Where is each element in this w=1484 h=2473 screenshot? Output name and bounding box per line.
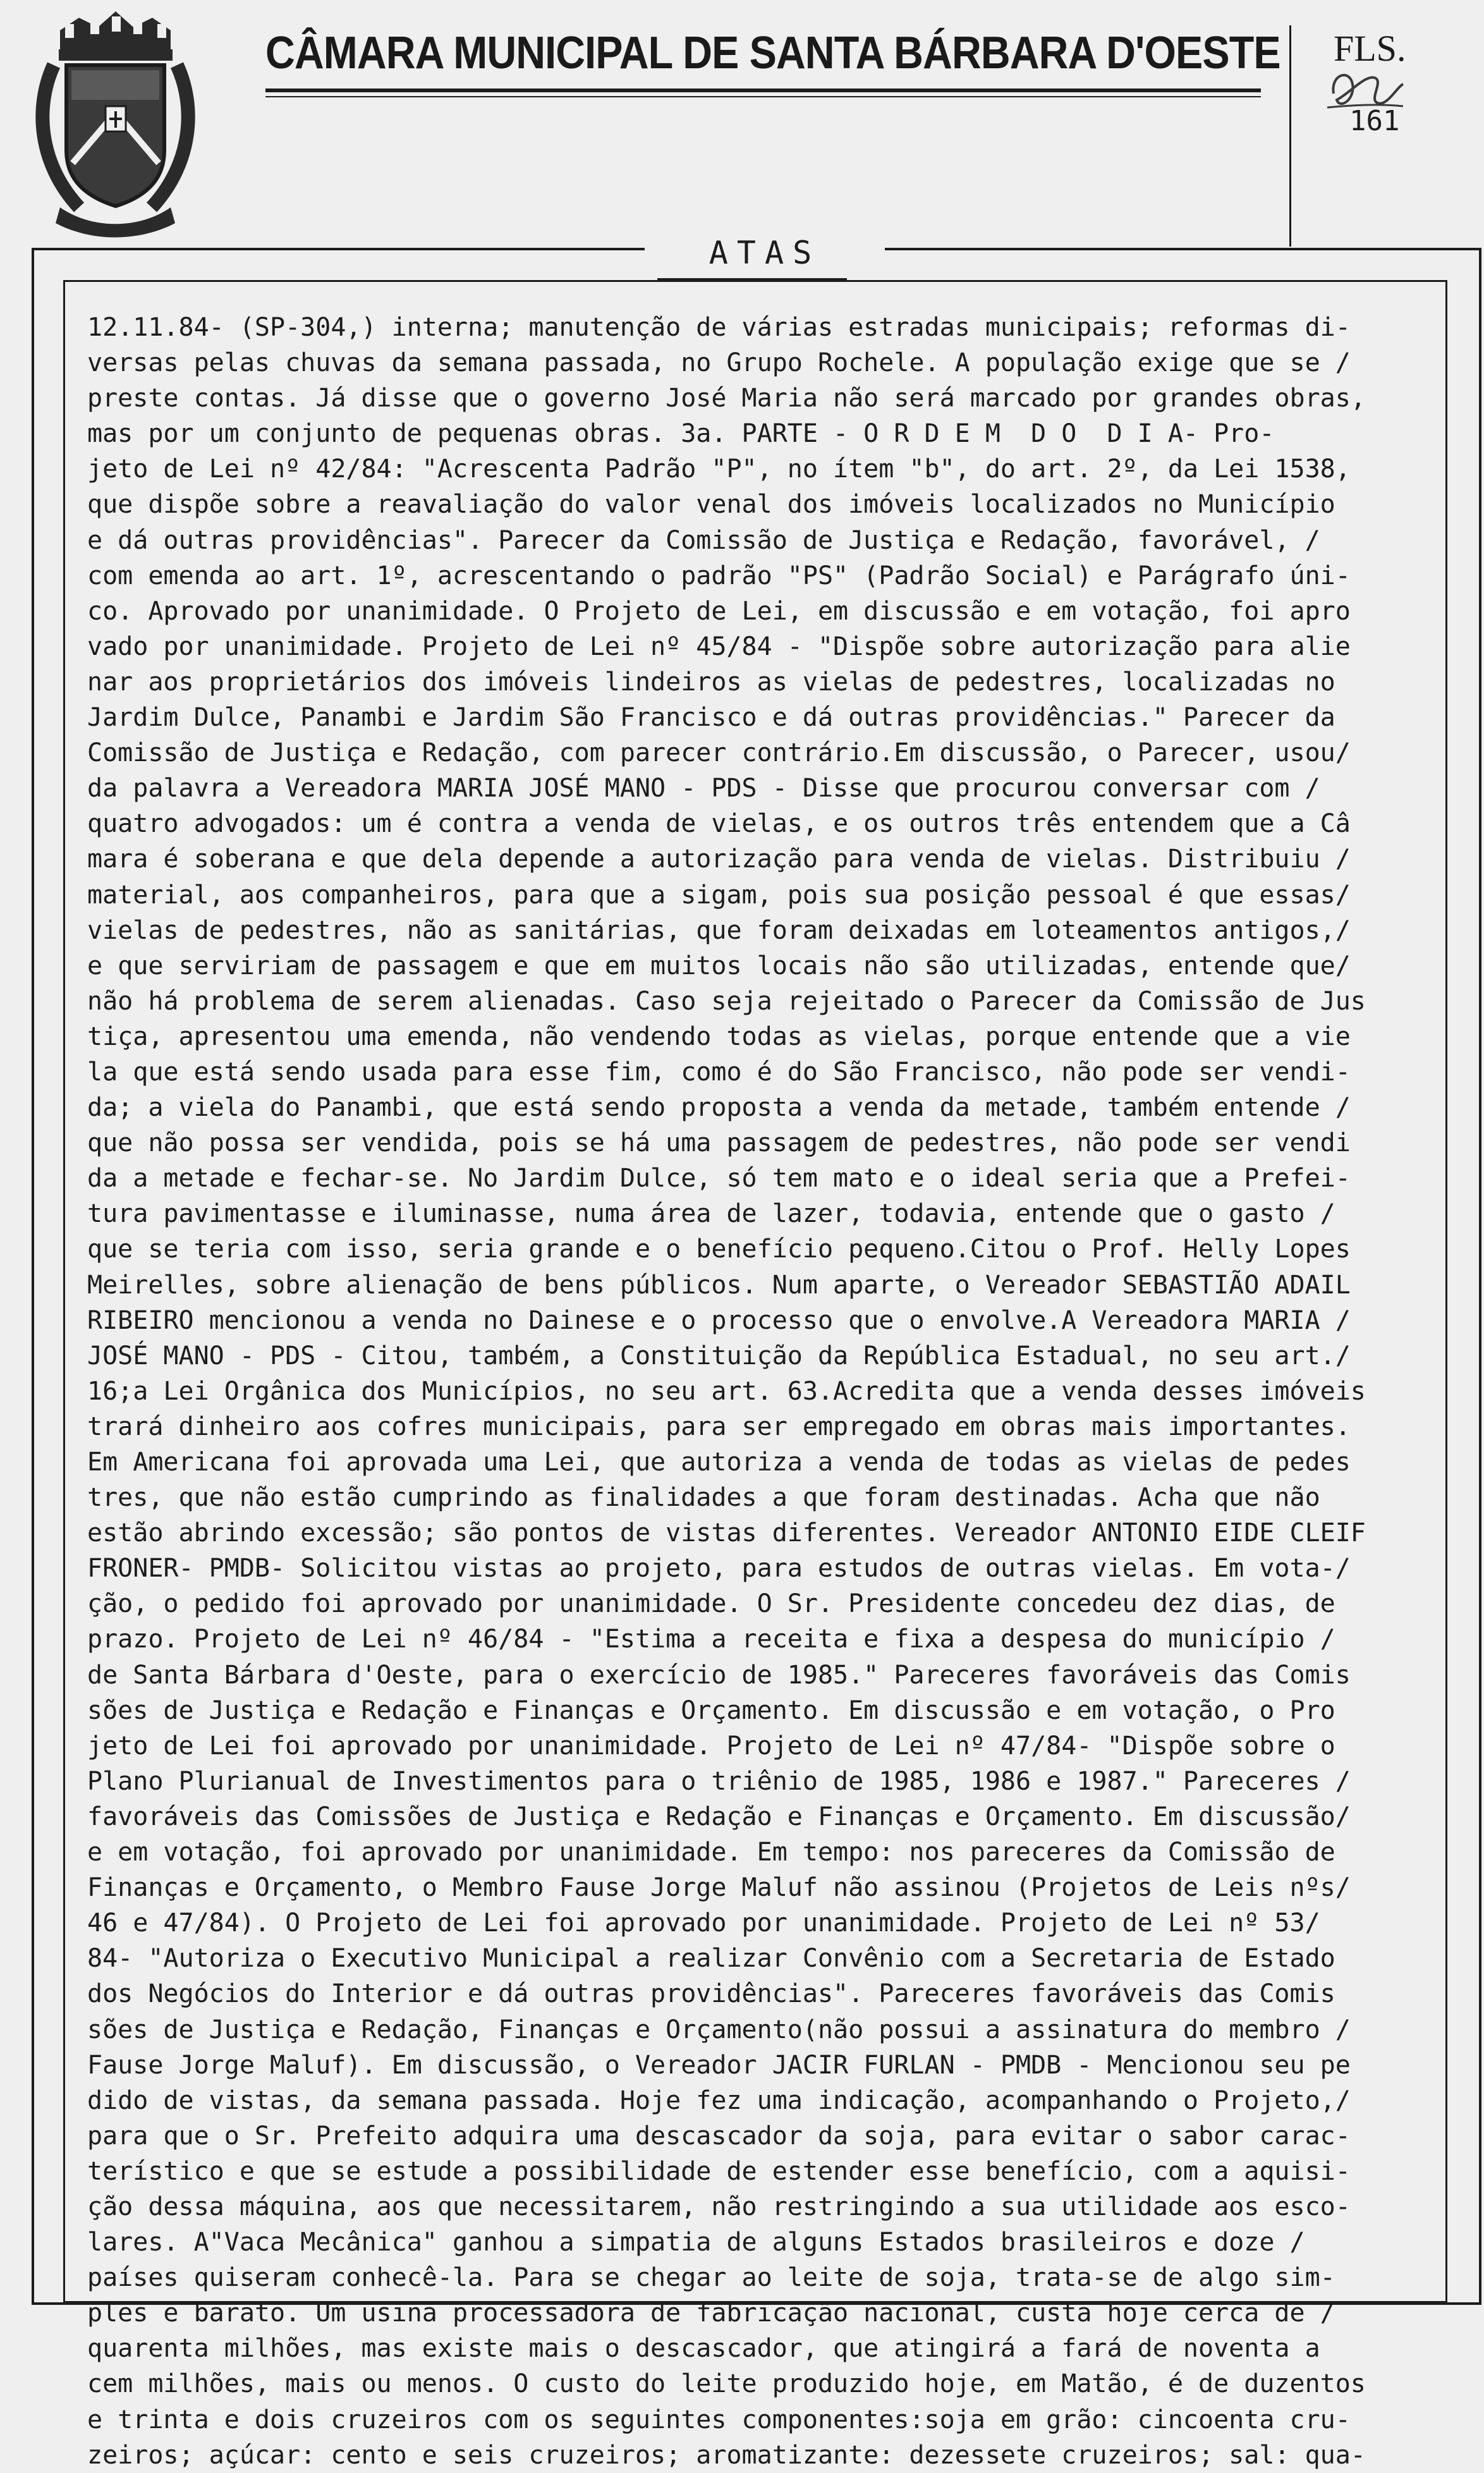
minutes-line: prazo. Projeto de Lei nº 46/84 - "Estima a receita e fixa a despesa do município / bbox=[87, 1625, 1335, 1654]
minutes-line: JOSÉ MANO - PDS - Citou, também, a Constituição da República Estadual, no seu art./ bbox=[87, 1341, 1351, 1371]
minutes-line: e dá outras providências". Parecer da Comissão de Justiça e Redação, favorável, / bbox=[87, 525, 1320, 555]
minutes-line: Meirelles, sobre alienação de bens públicos. Num aparte, o Vereador SEBASTIÃO ADAIL bbox=[87, 1270, 1351, 1300]
minutes-line: com emenda ao art. 1º, acrescentando o padrão "PS" (Padrão Social) e Parágrafo úni- bbox=[87, 561, 1351, 590]
minutes-line: Finanças e Orçamento, o Membro Fause Jorge Maluf não assinou (Projetos de Leis nºs/ bbox=[87, 1873, 1351, 1903]
minutes-line: que dispõe sobre a reavaliação do valor venal dos imóveis localizados no Município bbox=[87, 490, 1335, 520]
minutes-line: ção dessa máquina, aos que necessitarem, não restringindo a sua utilidade aos esco- bbox=[87, 2192, 1351, 2221]
minutes-line: RIBEIRO mencionou a venda no Dainese e o processo que o envolve.A Vereadora MARIA / bbox=[87, 1305, 1351, 1335]
minutes-line: vado por unanimidade. Projeto de Lei nº 45/84 - "Dispõe sobre autorização para alie bbox=[87, 632, 1351, 661]
minutes-line: ção, o pedido foi aprovado por unanimidade. O Sr. Presidente concedeu dez dias, de bbox=[87, 1589, 1335, 1619]
header-rule bbox=[265, 89, 1261, 92]
minutes-line: terístico e que se estude a possibilidade de estender esse benefício, com a aquisi- bbox=[87, 2156, 1351, 2186]
minutes-line: nar aos proprietários dos imóveis lindeiros as vielas de pedestres, localizadas no bbox=[87, 667, 1335, 697]
minutes-line: mas por um conjunto de pequenas obras. 3a. PARTE - O R D E M D O D I A- Pro- bbox=[87, 419, 1275, 449]
minutes-line: da a metade e fechar-se. No Jardim Dulce, só tem mato e o ideal seria que a Prefei- bbox=[87, 1164, 1351, 1194]
header-title: CÂMARA MUNICIPAL DE SANTA BÁRBARA D'OESTE bbox=[265, 28, 1280, 78]
minutes-line: vielas de pedestres, não as sanitárias, que foram deixadas em loteamentos antigos,/ bbox=[87, 915, 1351, 945]
minutes-line: tura pavimentasse e iluminasse, numa área de lazer, todavia, entende que o gasto / bbox=[87, 1199, 1335, 1229]
section-title-rule bbox=[657, 278, 847, 281]
minutes-line: que não possa ser vendida, pois se há uma passagem de pedestres, não pode ser vendi bbox=[87, 1128, 1351, 1158]
minutes-line: da; a viela do Panambi, que está sendo proposta a venda da metade, também entende / bbox=[87, 1093, 1351, 1123]
minutes-line: não há problema de serem alienadas. Caso seja rejeitado o Parecer da Comissão de Jus bbox=[87, 986, 1366, 1016]
minutes-line: mara é soberana e que dela depende a autorização para venda de vielas. Distribuiu / bbox=[87, 845, 1351, 874]
municipal-coat-of-arms-icon bbox=[35, 5, 196, 238]
minutes-line: jeto de Lei foi aprovado por unanimidade. Projeto de Lei nº 47/84- "Dispõe sobre o bbox=[87, 1731, 1335, 1761]
minutes-line: cem milhões, mais ou menos. O custo do leite produzido hoje, em Matão, é de duzentos bbox=[87, 2369, 1366, 2399]
minutes-line: tres, que não estão cumprindo as finalidades a que foram destinadas. Acha que não bbox=[87, 1483, 1320, 1513]
minutes-line: quarenta milhões, mas existe mais o descascador, que atingirá a fará de noventa a bbox=[87, 2334, 1320, 2364]
minutes-line: zeiros; açúcar: cento e seis cruzeiros; aromatizante: dezessete cruzeiros; sal: qua- bbox=[87, 2440, 1366, 2470]
minutes-line: material, aos companheiros, para que a sigam, pois sua posição pessoal é que essas/ bbox=[87, 880, 1351, 910]
minutes-line: preste contas. Já disse que o governo José Maria não será marcado por grandes obras, bbox=[87, 384, 1366, 413]
header-rule-thin bbox=[265, 96, 1261, 97]
minutes-line: 46 e 47/84). O Projeto de Lei foi aprovado por unanimidade. Projeto de Lei nº 53/ bbox=[87, 1908, 1320, 1938]
minutes-line: ples e barato. Um usina processadora de fabricação nacional, custa hoje cerca de / bbox=[87, 2299, 1335, 2328]
minutes-line: países quiseram conhecê-la. Para se chegar ao leite de soja, trata-se de algo sim- bbox=[87, 2263, 1335, 2293]
minutes-line: tiça, apresentou uma emenda, não vendendo todas as vielas, porque entende que a vie bbox=[87, 1022, 1351, 1051]
section-title: ATAS bbox=[645, 229, 885, 277]
minutes-line: dos Negócios do Interior e dá outras providências". Pareceres favoráveis das Comis bbox=[87, 1979, 1335, 2009]
minutes-line: co. Aprovado por unanimidade. O Projeto de Lei, em discussão e em votação, foi apro bbox=[87, 596, 1351, 626]
minutes-line: Jardim Dulce, Panambi e Jardim São Francisco e dá outras providências." Parecer da bbox=[87, 703, 1335, 733]
minutes-line: e em votação, foi aprovado por unanimidade. Em tempo: nos pareceres da Comissão de bbox=[87, 1838, 1335, 1867]
fls-label: FLS. bbox=[1334, 28, 1406, 69]
minutes-line: sões de Justiça e Redação e Finanças e Orçamento. Em discussão e em votação, o Pro bbox=[87, 1695, 1335, 1725]
minutes-line: para que o Sr. Prefeito adquira uma descascador da soja, para evitar o sabor carac- bbox=[87, 2121, 1351, 2151]
minutes-line: lares. A"Vaca Mecânica" ganhou a simpatia de alguns Estados brasileiros e doze / bbox=[87, 2228, 1305, 2257]
minutes-body bbox=[87, 310, 1430, 2473]
minutes-line: dido de vistas, da semana passada. Hoje fez uma indicação, acompanhando o Projeto,/ bbox=[87, 2085, 1351, 2115]
minutes-line: sões de Justiça e Redação, Finanças e Orçamento(não possui a assinatura do membro / bbox=[87, 2015, 1351, 2044]
minutes-line: versas pelas chuvas da semana passada, no Grupo Rochele. A população exige que se / bbox=[87, 348, 1351, 378]
minutes-line: Em Americana foi aprovada uma Lei, que autoriza a venda de todas as vielas de pedes bbox=[87, 1448, 1351, 1477]
header-divider bbox=[1289, 25, 1291, 247]
minutes-line: favoráveis das Comissões de Justiça e Redação e Finanças e Orçamento. Em discussão/ bbox=[87, 1802, 1351, 1831]
minutes-line: 84- "Autoriza o Executivo Municipal a realizar Convênio com a Secretaria de Estado bbox=[87, 1944, 1335, 1974]
minutes-line: estão abrindo excessão; são pontos de vistas diferentes. Vereador ANTONIO EIDE CLEIF bbox=[87, 1518, 1366, 1548]
page-number: 161 bbox=[1349, 105, 1400, 137]
minutes-line: 12.11.84- (SP-304,) interna; manutenção de várias estradas municipais; reformas di- bbox=[87, 313, 1351, 342]
minutes-line: jeto de Lei nº 42/84: "Acrescenta Padrão "P", no ítem "b", do art. 2º, da Lei 1538, bbox=[87, 455, 1351, 484]
minutes-line: FRONER- PMDB- Solicitou vistas ao projeto, para estudos de outras vielas. Em vota-/ bbox=[87, 1554, 1351, 1584]
minutes-line: e que serviriam de passagem e que em muitos locais não são utilizadas, entende que/ bbox=[87, 951, 1351, 980]
minutes-line: Plano Plurianual de Investimentos para o triênio de 1985, 1986 e 1987." Pareceres / bbox=[87, 1766, 1351, 1796]
minutes-line: da palavra a Vereadora MARIA JOSÉ MANO - PDS - Disse que procurou conversar com / bbox=[87, 774, 1320, 803]
minutes-line: quatro advogados: um é contra a venda de vielas, e os outros três entendem que a Câ bbox=[87, 809, 1351, 839]
minutes-line: Fause Jorge Maluf). Em discussão, o Vereador JACIR FURLAN - PMDB - Mencionou seu pe bbox=[87, 2050, 1351, 2080]
minutes-line: trará dinheiro aos cofres municipais, para ser empregado em obras mais importantes. bbox=[87, 1412, 1351, 1441]
minutes-line: 16;a Lei Orgânica dos Municípios, no seu art. 63.Acredita que a venda desses imóveis bbox=[87, 1376, 1366, 1406]
minutes-line: e trinta e dois cruzeiros com os seguintes componentes:soja em grão: cincoenta cru- bbox=[87, 2405, 1351, 2434]
minutes-line: que se teria com isso, seria grande e o benefício pequeno.Citou o Prof. Helly Lopes bbox=[87, 1235, 1351, 1264]
minutes-line: Comissão de Justiça e Redação, com parecer contrário.Em discussão, o Parecer, usou/ bbox=[87, 738, 1351, 768]
minutes-line: la que está sendo usada para esse fim, como é do São Francisco, não pode ser vendi- bbox=[87, 1057, 1351, 1087]
minutes-line: de Santa Bárbara d'Oeste, para o exercício de 1985." Pareceres favoráveis das Comis bbox=[87, 1660, 1351, 1690]
